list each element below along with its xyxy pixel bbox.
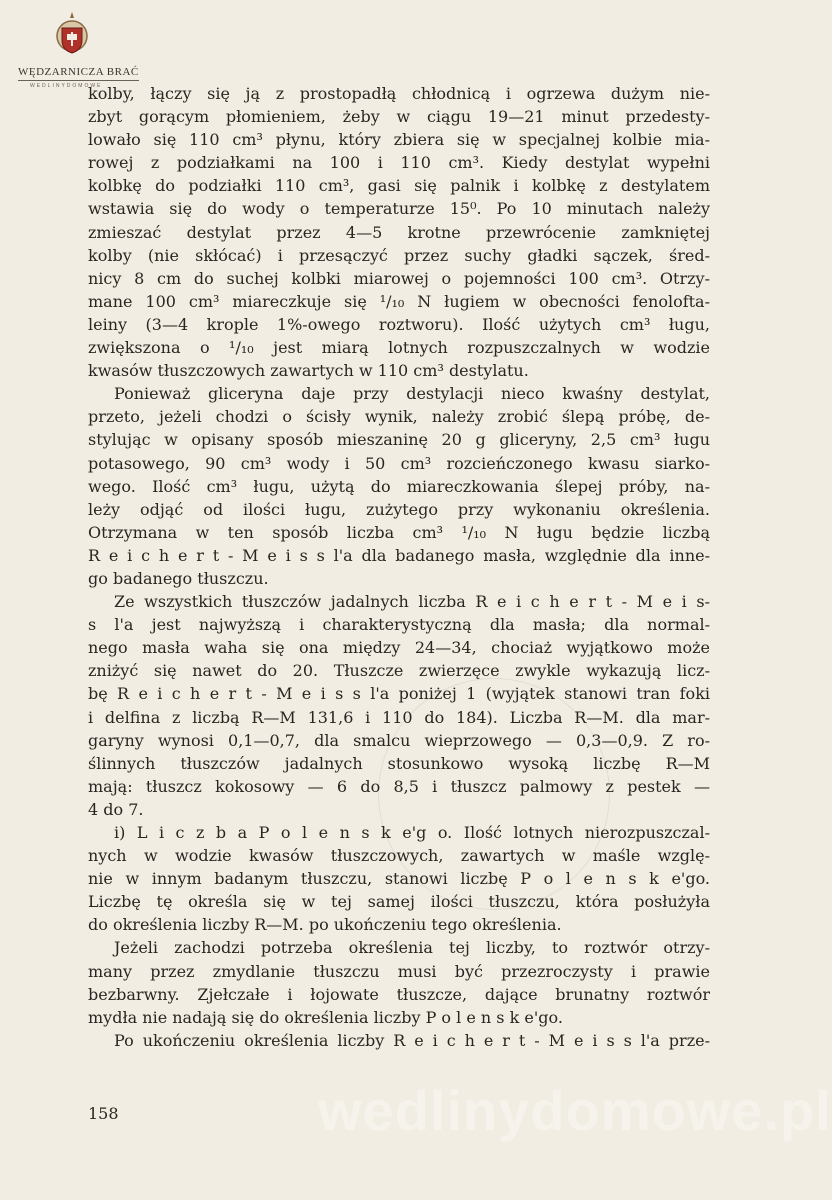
text-line: go badanego tłuszczu.: [88, 568, 269, 588]
text-line: ślinnych tłuszczów jadalnych stosunkowo wysoką liczbę R—M: [88, 753, 710, 773]
text-line: do określenia liczby R—M. po ukończeniu tego określenia.: [88, 915, 562, 935]
text-line: zmieszać destylat przez 4—5 krotne przewrócenie zamkniętej: [88, 222, 710, 242]
watermark: wedlinydomowe.pl: [318, 1079, 832, 1142]
text-line: potasowego, 90 cm³ wody i 50 cm³ rozcieńczonego kwasu siarko-: [88, 453, 710, 473]
text-line: stylując w opisany sposób mieszaninę 20 g gliceryny, 2,5 cm³ ługu: [88, 430, 710, 450]
text-line: many przez zmydlanie tłuszczu musi być przezroczysty i prawie: [88, 961, 710, 981]
text-line: nicy 8 cm do suchej kolbki miarowej o pojemności 100 cm³. Otrzy-: [88, 268, 710, 288]
text-line: nie w innym badanym tłuszczu, stanowi liczbę P o l e n s k e'go.: [88, 869, 710, 889]
text-line: wego. Ilość cm³ ługu, użytą do miareczkowania ślepej próby, na-: [88, 476, 710, 496]
body-text: [88, 82, 710, 1052]
text-line: mane 100 cm³ miareczkuje się ¹/₁₀ N ługiem w obecności fenolofta-: [88, 291, 710, 311]
text-line: mają: tłuszcz kokosowy — 6 do 8,5 i tłuszcz palmowy z pestek —: [88, 776, 710, 796]
text-line: Ze wszystkich tłuszczów jadalnych liczba R e i c h e r t - M e i s-: [114, 592, 710, 612]
text-line: bezbarwny. Zjełczałe i łojowate tłuszcze, dające brunatny roztwór: [88, 984, 710, 1004]
text-line: 4 do 7.: [88, 799, 144, 819]
text-line: leży odjąć od ilości ługu, zużytego przy wykonaniu określenia.: [88, 499, 710, 519]
text-line: i delfina z liczbą R—M 131,6 i 110 do 184). Liczba R—M. dla mar-: [88, 707, 710, 727]
text-line: garyny wynosi 0,1—0,7, dla smalcu wieprzowego — 0,3—0,9. Z ro-: [88, 730, 710, 750]
text-line: rowej z podziałkami na 100 i 110 cm³. Kiedy destylat wypełni: [88, 153, 710, 173]
text-line: zwiększona o ¹/₁₀ jest miarą lotnych rozpuszczalnych w wodzie: [88, 338, 710, 358]
text-line: Po ukończeniu określenia liczby R e i c h e r t - M e i s s l'a prze-: [114, 1030, 710, 1050]
text-line: Liczbę tę określa się w tej samej ilości tłuszczu, która posłużyła: [88, 892, 710, 912]
text-line: nych w wodzie kwasów tłuszczowych, zawartych w maśle wzglę-: [88, 846, 710, 866]
text-line: mydła nie nadają się do określenia liczby P o l e n s k e'go.: [88, 1007, 563, 1027]
text-line: kwasów tłuszczowych zawartych w 110 cm³ destylatu.: [88, 361, 529, 381]
text-line: leiny (3—4 krople 1%-owego roztworu). Ilość użytych cm³ ługu,: [88, 314, 710, 334]
text-line: wstawia się do wody o temperaturze 15⁰. Po 10 minutach należy: [88, 199, 710, 219]
text-line: R e i c h e r t - M e i s s l'a dla badanego masła, względnie dla inne-: [88, 545, 710, 565]
text-line: zniżyć się nawet do 20. Tłuszcze zwierzęce zwykle wykazują licz-: [88, 661, 710, 681]
text-line: przeto, jeżeli chodzi o ścisły wynik, należy zrobić ślepą próbę, de-: [88, 407, 710, 427]
text-line: i) L i c z b a P o l e n s k e'g o. Ilość lotnych nierozpuszczal-: [114, 823, 710, 842]
logo-name: WĘDZARNICZA BRAĆ: [18, 66, 139, 81]
logo-subtitle: WEDLINYDOMOWE: [30, 83, 103, 89]
text-line: nego masła waha się ona między 24—34, chociaż wyjątkowo może: [88, 638, 710, 658]
crest-icon: [52, 10, 92, 58]
text-line: kolbkę do podziałki 110 cm³, gasi się palnik i kolbkę z destylatem: [88, 176, 710, 196]
text-line: kolby (nie skłócać) i przesączyć przez suchy gładki sączek, śred-: [88, 245, 710, 265]
text-line: Jeżeli zachodzi potrzeba określenia tej liczby, to roztwór otrzy-: [114, 938, 710, 958]
text-line: Ponieważ gliceryna daje przy destylacji nieco kwaśny destylat,: [114, 384, 710, 404]
page-number: 158: [88, 1104, 119, 1123]
text-line: bę R e i c h e r t - M e i s s l'a poniżej 1 (wyjątek stanowi tran foki: [88, 684, 710, 704]
text-line: Otrzymana w ten sposób liczba cm³ ¹/₁₀ N ługu będzie liczbą: [88, 522, 710, 542]
text-line: kolby, łączy się ją z prostopadłą chłodnicą i ogrzewa dużym nie-: [88, 84, 710, 103]
text-line: lowało się 110 cm³ płynu, który zbiera się w specjalnej kolbie mia-: [88, 130, 710, 150]
text-line: zbyt gorącym płomieniem, żeby w ciągu 19—21 minut przedesty-: [88, 107, 710, 127]
text-line: s l'a jest najwyższą i charakterystyczną dla masła; dla normal-: [88, 615, 710, 635]
